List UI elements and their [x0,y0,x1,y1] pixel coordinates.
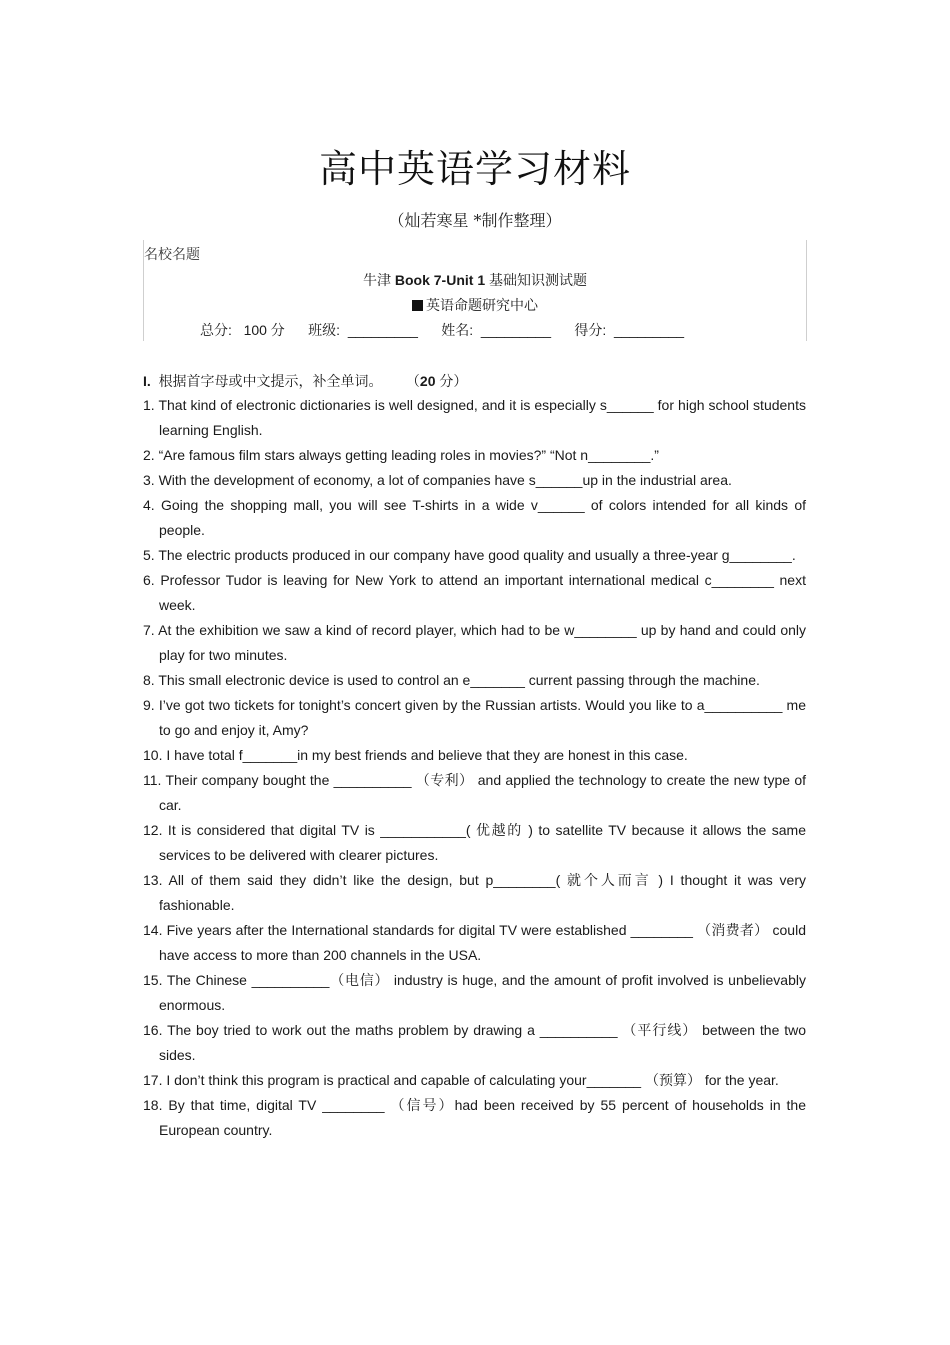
class-label: 班级: [308,322,341,338]
question-item: 3. With the development of economy, a lot of companies have s______up in the industrial area. [143,472,732,488]
question-item: 9. I’ve got two tickets for tonight’s concert given by the Russian artists. Would you like to a__________ me to go and enjoy it, Amy? [143,697,806,738]
test-title-book-unit: Book 7-Unit 1 [394,272,486,288]
points-close: 分） [435,373,468,389]
question-item: 13. All of them said they didn’t like the design, but p________( 就个人而言 ) I thought it was very fashionable. [143,872,806,913]
total-label: 总分: [200,322,232,338]
question-item: 10. I have total f_______in my best friends and believe that they are honest in this case. [143,747,688,763]
question-item: 15. The Chinese __________（电信） industry is huge, and the amount of profit involved is unbelievably enormous. [143,972,806,1013]
class-blank[interactable]: _________ [347,322,418,338]
question-item: 17. I don’t think this program is practical and capable of calculating your_______ （预算） for the year. [143,1072,779,1088]
name-label: 姓名: [441,322,474,338]
research-center [0,295,950,315]
question-item: 8. This small electronic device is used to control an e_______ current passing through the machine. [143,672,760,688]
score-blank[interactable]: _________ [614,322,685,338]
question-item: 11. Their company bought the __________ （专利） and applied the technology to create the new type of car. [143,772,806,813]
question-item: 6. Professor Tudor is leaving for New York to attend an important international medical c________ next week. [143,572,806,613]
question-item: 16. The boy tried to work out the maths problem by drawing a __________ （平行线） between the two sides. [143,1022,806,1063]
section-instruction: 根据首字母或中文提示，补全单词。 [158,373,383,389]
question-item: 7. At the exhibition we saw a kind of record player, which had to be w________ up by hand and could only play for two minutes. [143,622,806,663]
section-heading [143,371,467,391]
question-item: 1. That kind of electronic dictionaries is well designed, and it is especially s______ for high school students learning English. [143,397,806,438]
research-center-label: 英语命题研究中心 [426,297,538,313]
name-blank[interactable]: _________ [480,322,551,338]
test-title [0,270,950,290]
question-item: 12. It is considered that digital TV is ___________( 优越的 ) to satellite TV because it allows the same services to be delivered with clearer pictures. [143,822,806,863]
question-item: 5. The electric products produced in our company have good quality and usually a three-year g________. [143,547,796,563]
question-item: 14. Five years after the International standards for digital TV were established ________ （消费者） could have access to more than 200 channels in the USA. [143,922,806,963]
document-subtitle: （灿若寒星 *制作整理） [388,211,562,230]
square-bullet-icon [412,300,423,311]
score-info-row [200,320,684,340]
test-title-suffix: 基础知识测试题 [485,272,587,288]
document-title: 高中英语学习材料 [318,147,631,191]
total-value: 100 分 [243,322,285,338]
points-open: （ [405,373,420,389]
score-label: 得分: [574,322,607,338]
school-tag: 名校名题 [144,246,200,262]
test-title-prefix: 牛津 [362,272,395,288]
section-numeral: I. [143,373,151,389]
section-points: 20 [419,373,436,389]
question-item: 4. Going the shopping mall, you will see T-shirts in a wide v______ of colors intended for all kinds of people. [143,497,806,538]
question-item: 18. By that time, digital TV ________ （信号）had been received by 55 percent of households in the European country. [143,1097,806,1138]
question-item: 2. “Are famous film stars always getting leading roles in movies?” “Not n________.” [143,447,659,463]
question-list [143,393,806,1143]
